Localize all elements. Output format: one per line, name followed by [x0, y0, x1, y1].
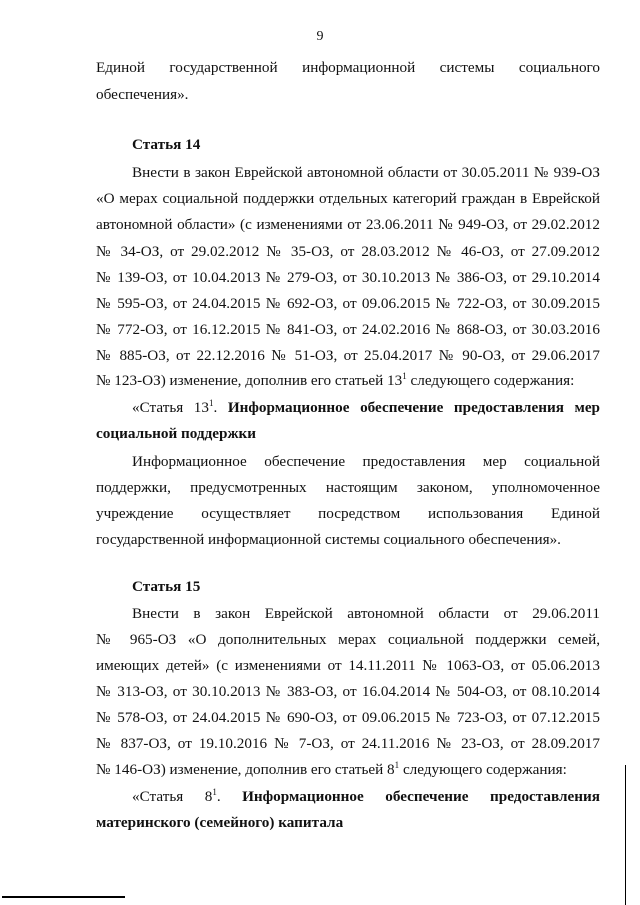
article-14-line-8: № 885-ОЗ, от 22.12.2016 № 51-ОЗ, от 25.04.2017 № 90-ОЗ, от 29.06.2017	[96, 347, 600, 364]
article-15-line-5: № 578-ОЗ, от 24.04.2015 № 690-ОЗ, от 09.06.2015 № 723-ОЗ, от 07.12.2015	[96, 709, 600, 726]
page-number: 9	[316, 29, 324, 44]
article-15-heading: Статья 15	[132, 578, 201, 595]
continuation-line-2: обеспечения».	[96, 86, 189, 103]
article-15-line-2: № 965-ОЗ «О дополнительных мерах социальной поддержки семей,	[96, 631, 600, 648]
article-14-line-6: № 595-ОЗ, от 24.04.2015 № 692-ОЗ, от 09.06.2015 № 722-ОЗ, от 30.09.2015	[96, 295, 600, 312]
new-article-13-1-body-3: учреждение осуществляет посредством использования Единой	[96, 505, 600, 522]
new-article-8-1-title-cont: материнского (семейного) капитала	[96, 814, 344, 831]
article-15-line-4: № 313-ОЗ, от 30.10.2013 № 383-ОЗ, от 16.04.2014 № 504-ОЗ, от 08.10.2014	[96, 683, 600, 700]
new-article-13-1-title: «Статья $13^1$. Информационное обеспечение предоставления мер	[132, 397, 601, 416]
article-14-line-1: Внести в закон Еврейской автономной области от 30.05.2011 № 939-ОЗ	[132, 164, 600, 181]
article-14-line-5: № 139-ОЗ, от 10.04.2013 № 279-ОЗ, от 30.10.2013 № 386-ОЗ, от 29.10.2014	[96, 269, 600, 286]
article-14-line-4: № 34-ОЗ, от 29.02.2012 № 35-ОЗ, от 28.03.2012 № 46-ОЗ, от 27.09.2012	[96, 243, 600, 260]
footnote-separator	[2, 896, 125, 898]
scan-edge-line	[625, 765, 626, 905]
article-15-line-3: имеющих детей» (с изменениями от 14.11.2011 № 1063-ОЗ, от 05.06.2013	[96, 657, 600, 674]
new-article-8-1-title: «Статья $8^1$. Информационное обеспечение предоставления	[132, 786, 601, 805]
new-article-13-1-body-2: поддержки, предусмотренных настоящим законом, уполномоченное	[96, 479, 600, 496]
new-article-13-1-body-4: государственной информационной системы социального обеспечения».	[96, 531, 561, 548]
new-article-13-1-title-cont: социальной поддержки	[96, 425, 256, 442]
article-14-line-7: № 772-ОЗ, от 16.12.2015 № 841-ОЗ, от 24.02.2016 № 868-ОЗ, от 30.03.2016	[96, 321, 600, 338]
article-14-line-9: № 123-ОЗ) изменение, дополнив его статьей $13^1$ следующего содержания:	[96, 370, 575, 389]
article-15-line-6: № 837-ОЗ, от 19.10.2016 № 7-ОЗ, от 24.11.2016 № 23-ОЗ, от 28.09.2017	[96, 735, 600, 752]
continuation-line-1: Единой государственной информационной системы социального	[96, 59, 600, 76]
article-15-line-7: № 146-ОЗ) изменение, дополнив его статьей $8^1$ следующего содержания:	[96, 759, 567, 778]
article-14-line-2: «О мерах социальной поддержки отдельных категорий граждан в Еврейской	[96, 190, 600, 207]
article-14-line-3: автономной области» (с изменениями от 23.06.2011 № 949-ОЗ, от 29.02.2012	[96, 216, 600, 233]
article-14-heading: Статья 14	[132, 136, 201, 153]
article-15-line-1: Внести в закон Еврейской автономной области от 29.06.2011	[132, 605, 600, 622]
new-article-13-1-body-1: Информационное обеспечение предоставления мер социальной	[132, 453, 600, 470]
